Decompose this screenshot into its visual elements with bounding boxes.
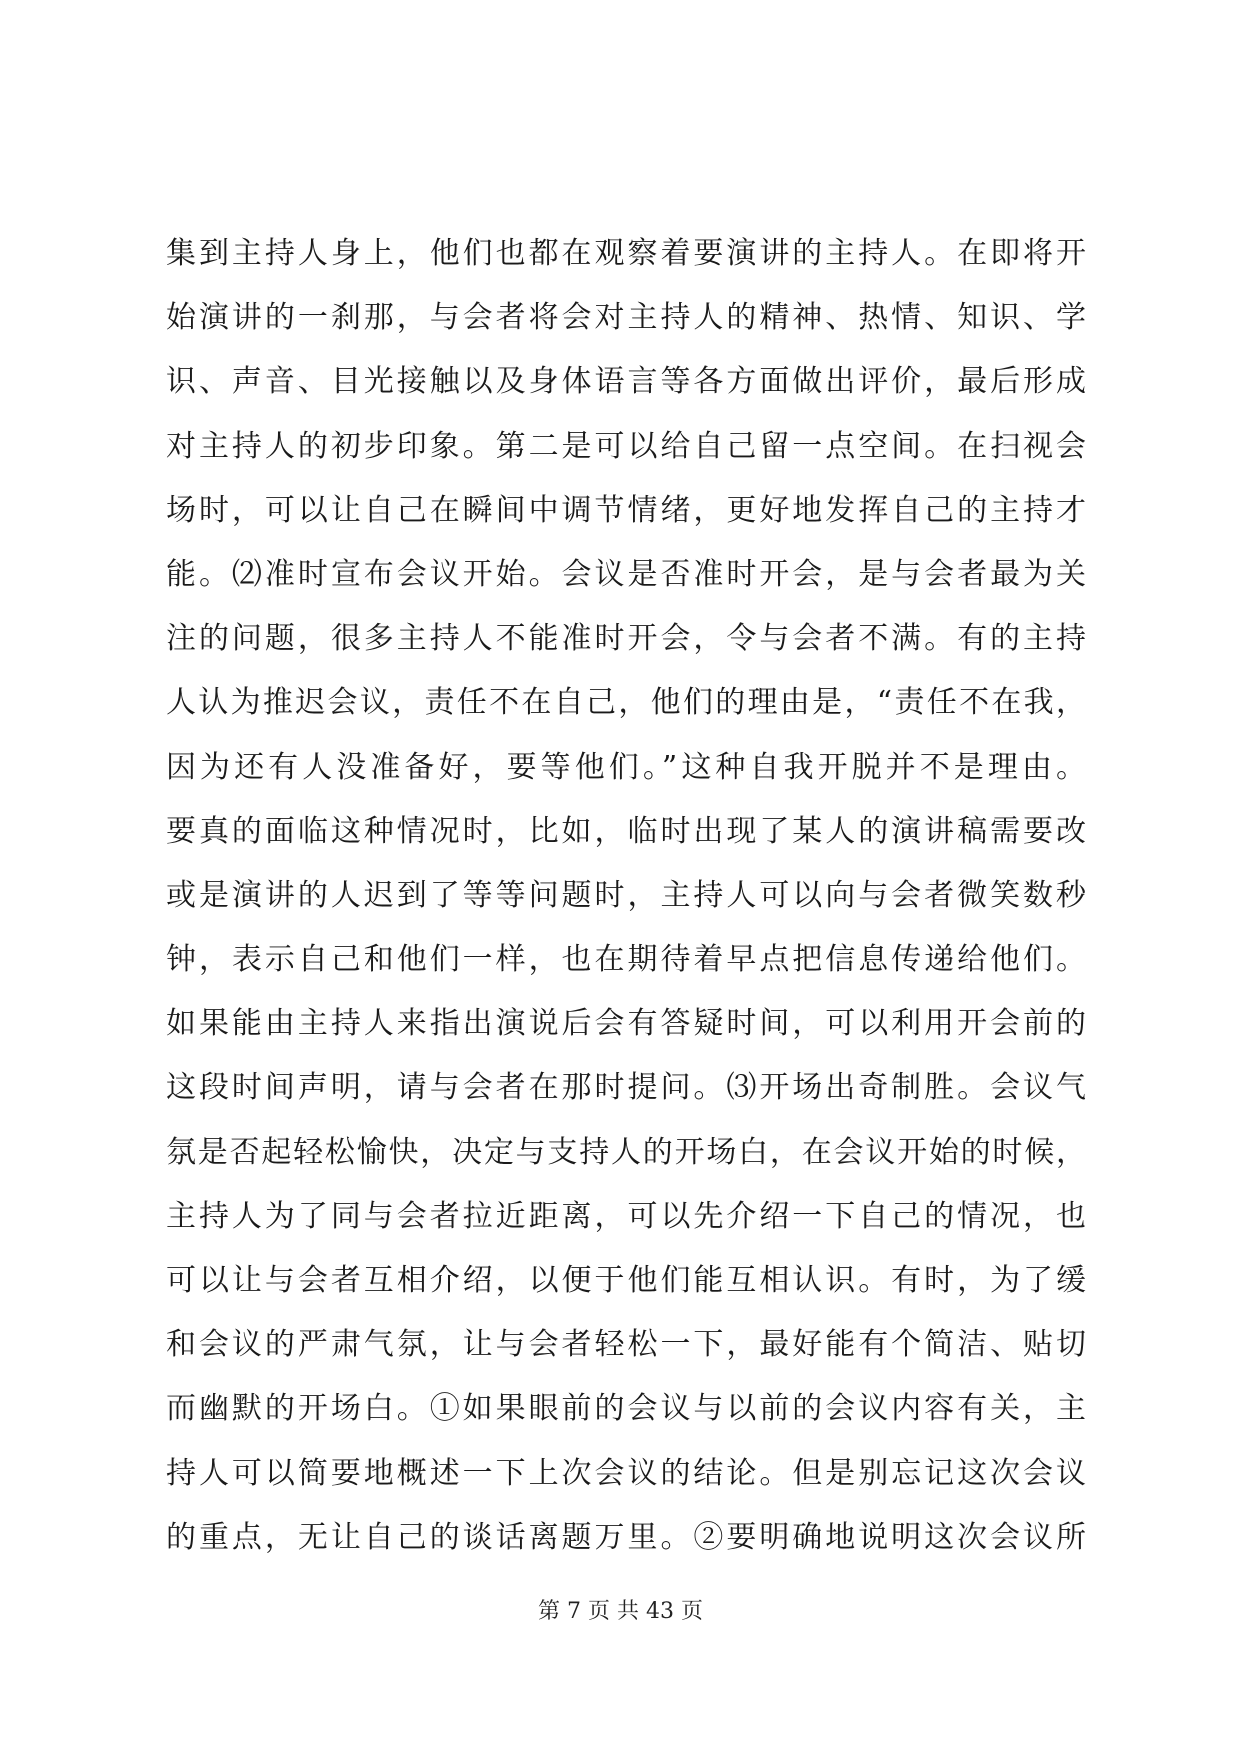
text-line: 氛是否起轻松愉快，决定与支持人的开场白，在会议开始的时候，	[166, 1134, 1086, 1170]
text-line: 人认为推迟会议，责任不在自己，他们的理由是，“责任不在我，	[166, 685, 1086, 721]
text-line: 场时，可以让自己在瞬间中调节情绪，更好地发挥自己的主持才	[166, 492, 1086, 528]
text-line: 主持人为了同与会者拉近距离，可以先介绍一下自己的情况，也	[166, 1198, 1086, 1234]
text-line: 如果能由主持人来指出演说后会有答疑时间，可以利用开会前的	[166, 1006, 1086, 1042]
text-line: 可以让与会者互相介绍，以便于他们能互相认识。有时，为了缓	[166, 1263, 1086, 1298]
text-line: 这段时间声明，请与会者在那时提问。⑶开场出奇制胜。会议气	[166, 1070, 1086, 1106]
text-line: 持人可以简要地概述一下上次会议的结论。但是别忘记这次会议	[166, 1455, 1086, 1491]
text-line: 或是演讲的人迟到了等等问题时，主持人可以向与会者微笑数秒	[166, 877, 1086, 913]
text-line: 钟，表示自己和他们一样，也在期待着早点把信息传递给他们。	[166, 942, 1086, 978]
body-text	[166, 222, 1086, 1570]
text-line: 而幽默的开场白。①如果眼前的会议与以前的会议内容有关，主	[166, 1391, 1086, 1427]
text-line: 的重点，无让自己的谈话离题万里。②要明确地说明这次会议所	[166, 1519, 1086, 1555]
page-footer: 第 7 页 共 43 页	[538, 1599, 703, 1624]
text-line: 识、声音、目光接触以及身体语言等各方面做出评价，最后形成	[166, 364, 1086, 400]
text-line: 因为还有人没准备好，要等他们。”这种自我开脱并不是理由。	[166, 749, 1086, 785]
text-line: 集到主持人身上，他们也都在观察着要演讲的主持人。在即将开	[166, 236, 1086, 271]
text-line: 始演讲的一刹那，与会者将会对主持人的精神、热情、知识、学	[166, 300, 1086, 336]
text-line: 对主持人的初步印象。第二是可以给自己留一点空间。在扫视会	[166, 428, 1086, 464]
text-line: 和会议的严肃气氛，让与会者轻松一下，最好能有个简洁、贴切	[166, 1327, 1086, 1363]
text-line: 能。⑵准时宣布会议开始。会议是否准时开会，是与会者最为关	[166, 556, 1086, 592]
text-line: 要真的面临这种情况时，比如，临时出现了某人的演讲稿需要改	[166, 813, 1086, 849]
text-line: 注的问题，很多主持人不能准时开会，令与会者不满。有的主持	[166, 621, 1086, 657]
